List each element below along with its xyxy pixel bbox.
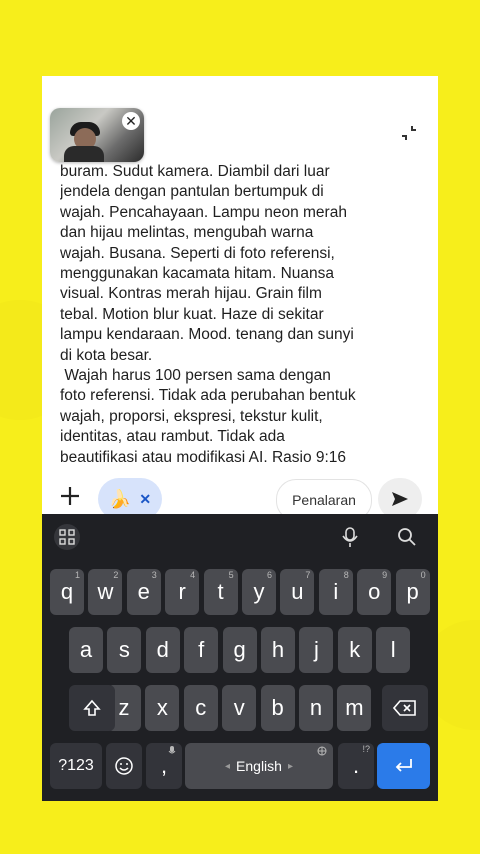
key-label: n bbox=[309, 695, 323, 720]
keyboard bbox=[42, 514, 438, 801]
key-label: o bbox=[368, 579, 381, 604]
key-hint: 4 bbox=[190, 570, 196, 580]
collapse-icon[interactable] bbox=[400, 124, 418, 142]
prompt-input[interactable] bbox=[60, 162, 400, 466]
key-label: v bbox=[233, 695, 245, 720]
key-e[interactable] bbox=[127, 569, 161, 615]
key-n[interactable] bbox=[299, 685, 333, 731]
search-icon[interactable] bbox=[396, 526, 418, 548]
key-i[interactable] bbox=[319, 569, 353, 615]
key-y[interactable] bbox=[242, 569, 276, 615]
grid-icon bbox=[54, 524, 80, 550]
keyboard-toolbar bbox=[42, 514, 438, 560]
key-q[interactable] bbox=[50, 569, 84, 615]
chip-close-icon[interactable]: ✕ bbox=[139, 490, 152, 507]
key-label: h bbox=[271, 637, 285, 662]
keyboard-apps-button[interactable] bbox=[54, 524, 80, 550]
space-key[interactable] bbox=[185, 743, 333, 789]
key-j[interactable] bbox=[299, 627, 333, 673]
space-right-arrow-icon: ▸ bbox=[287, 760, 293, 772]
emoji-key[interactable] bbox=[106, 743, 142, 789]
key-label: g bbox=[233, 637, 246, 662]
key-label: z bbox=[118, 695, 130, 720]
shirt-shape bbox=[64, 146, 104, 162]
key-hint: 2 bbox=[113, 570, 119, 580]
key-hint: 6 bbox=[266, 570, 272, 580]
key-o[interactable] bbox=[357, 569, 391, 615]
key-w[interactable] bbox=[88, 569, 122, 615]
key-label: x bbox=[156, 695, 168, 720]
shift-key[interactable] bbox=[69, 685, 115, 731]
remove-attachment-icon[interactable]: ✕ bbox=[122, 112, 140, 130]
key-u[interactable] bbox=[280, 569, 314, 615]
key-p[interactable] bbox=[396, 569, 430, 615]
key-hint: 3 bbox=[151, 570, 157, 580]
period-key[interactable] bbox=[338, 743, 374, 789]
key-label: u bbox=[291, 579, 304, 604]
key-label: d bbox=[156, 637, 169, 662]
key-label: l bbox=[390, 637, 396, 662]
shift-icon bbox=[82, 698, 102, 718]
key-g[interactable] bbox=[223, 627, 257, 673]
key-label: t bbox=[217, 579, 224, 604]
key-label: s bbox=[118, 637, 130, 662]
banana-icon: 🍌 bbox=[108, 488, 132, 509]
status-area bbox=[42, 52, 438, 76]
key-r[interactable] bbox=[165, 569, 199, 615]
backspace-key[interactable] bbox=[382, 685, 428, 731]
prompt-card bbox=[42, 76, 438, 514]
key-label: k bbox=[349, 637, 361, 662]
enter-key[interactable] bbox=[377, 743, 430, 789]
key-label: c bbox=[195, 695, 207, 720]
period-hint: !? bbox=[362, 744, 370, 754]
key-label: m bbox=[345, 695, 364, 720]
enter-icon bbox=[393, 757, 415, 775]
key-label: y bbox=[253, 579, 265, 604]
key-label: e bbox=[137, 579, 150, 604]
key-k[interactable] bbox=[338, 627, 372, 673]
phone-screen bbox=[42, 52, 438, 801]
prompt-text: buram. Sudut kamera. Diambil dari luar jendela dengan pantulan bertumpuk di wajah. Pencahayaan. Lampu neon merah dan hijau melintas, mengubah warna wajah. Busana. Seperti di foto referensi, menggunakan kacamata hitam. Nuansa visual. Kontras merah hijau. Grain film tebal. Motion blur kuat. Haze di sekitar lampu kendaraan. Mood. tenang dan sunyi di kota besar. Wajah harus 100 persen sama dengan foto referensi. Tidak ada perubahan bentuk wajah, proporsi, ekspresi, tekstur kulit, identitas, atau rambut. Tidak ada beautifikasi atau modifikasi AI. Rasio 9:16 bbox=[60, 163, 356, 466]
key-d[interactable] bbox=[146, 627, 180, 673]
mic-hint-icon bbox=[168, 746, 176, 756]
key-hint: 0 bbox=[420, 570, 426, 580]
space-left-arrow-icon: ◂ bbox=[225, 760, 231, 772]
emoji-icon bbox=[114, 756, 134, 776]
key-label: p bbox=[406, 579, 419, 604]
space-label: English bbox=[236, 758, 282, 774]
key-label: b bbox=[271, 695, 284, 720]
key-hint: 8 bbox=[343, 570, 349, 580]
comma-key[interactable] bbox=[146, 743, 182, 789]
key-label: w bbox=[97, 579, 114, 604]
key-hint: 7 bbox=[305, 570, 311, 580]
send-icon bbox=[390, 489, 410, 509]
globe-icon bbox=[317, 746, 327, 756]
key-a[interactable] bbox=[69, 627, 103, 673]
key-label: i bbox=[333, 579, 339, 604]
microphone-icon[interactable] bbox=[340, 526, 360, 548]
symbols-key[interactable] bbox=[50, 743, 102, 789]
comma-label: , bbox=[160, 753, 168, 778]
key-c[interactable] bbox=[184, 685, 218, 731]
key-f[interactable] bbox=[184, 627, 218, 673]
key-x[interactable] bbox=[145, 685, 179, 731]
symbols-label: ?123 bbox=[58, 757, 94, 774]
key-label: q bbox=[60, 579, 74, 604]
key-label: a bbox=[79, 637, 93, 662]
key-label: j bbox=[313, 637, 319, 662]
key-v[interactable] bbox=[222, 685, 256, 731]
reference-image-thumbnail[interactable] bbox=[50, 108, 144, 162]
key-m[interactable] bbox=[337, 685, 371, 731]
key-hint: 5 bbox=[228, 570, 234, 580]
key-label: f bbox=[198, 637, 205, 662]
key-l[interactable] bbox=[376, 627, 410, 673]
reasoning-label: Penalaran bbox=[292, 492, 356, 508]
period-label: . bbox=[352, 753, 360, 778]
key-hint: 1 bbox=[74, 570, 80, 580]
key-s[interactable] bbox=[107, 627, 141, 673]
key-b[interactable] bbox=[261, 685, 295, 731]
key-h[interactable] bbox=[261, 627, 295, 673]
key-t[interactable] bbox=[204, 569, 238, 615]
backspace-icon bbox=[393, 699, 417, 717]
key-hint: 9 bbox=[382, 570, 388, 580]
key-label: r bbox=[178, 579, 186, 604]
add-icon[interactable] bbox=[58, 484, 82, 508]
